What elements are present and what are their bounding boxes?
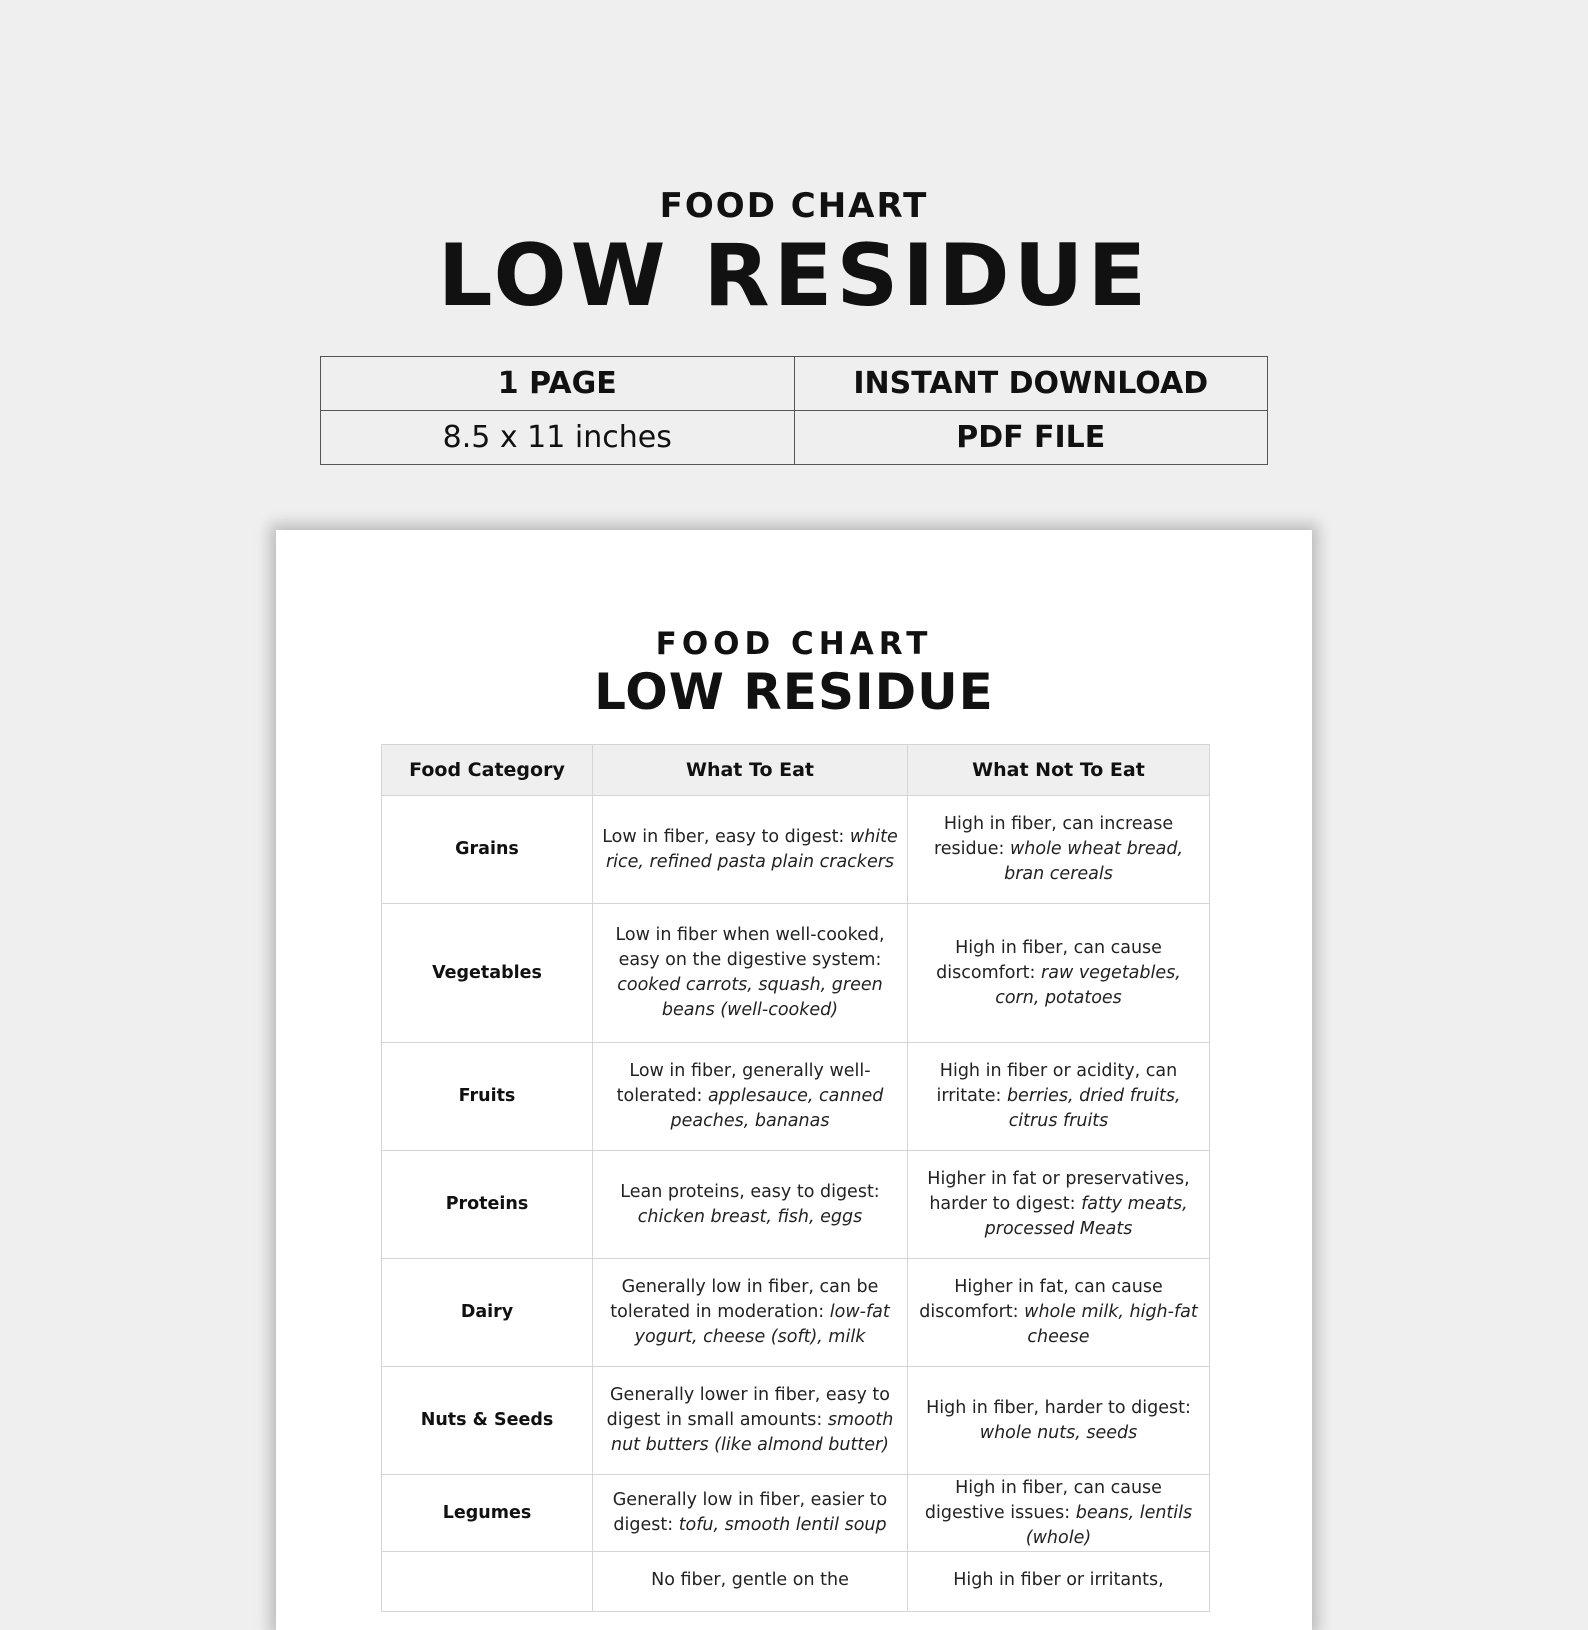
- what-to-eat-examples: low-fat yogurt, cheese (soft), milk: [634, 1302, 890, 1347]
- what-to-eat-description: Lean proteins, easy to digest:: [620, 1181, 880, 1202]
- spec-pages: 1 PAGE: [321, 357, 795, 411]
- row-what-not-to-eat: [908, 1259, 1210, 1367]
- what-not-to-eat-description: High in fiber or acidity, can irritate:: [936, 1061, 1178, 1106]
- what-not-to-eat-examples: raw vegetables, corn, potatoes: [995, 962, 1181, 1008]
- what-to-eat-description: Low in fiber, easy to digest:: [602, 826, 845, 847]
- table-row: [382, 1552, 1210, 1612]
- row-what-not-to-eat: [908, 1151, 1210, 1259]
- what-to-eat-examples: chicken breast, fish, eggs: [637, 1206, 863, 1227]
- row-what-to-eat: [593, 1151, 908, 1259]
- table-row: [382, 1259, 1210, 1367]
- row-what-to-eat: [593, 1259, 908, 1367]
- row-category: Legumes: [382, 1475, 593, 1552]
- what-to-eat-description: No fiber, gentle on the: [651, 1570, 849, 1590]
- spec-format: PDF FILE: [794, 411, 1268, 465]
- header-what-to-eat: What To Eat: [593, 745, 908, 796]
- spec-row: [321, 357, 1268, 411]
- what-not-to-eat-description: High in fiber, harder to digest:: [926, 1397, 1191, 1418]
- what-to-eat-examples: smooth nut butters (like almond butter): [610, 1410, 894, 1455]
- row-category: Nuts & Seeds: [382, 1367, 593, 1475]
- what-not-to-eat-description: High in fiber or irritants,: [953, 1570, 1164, 1590]
- what-to-eat-examples: cooked carrots, squash, green beans (well-cooked): [617, 975, 883, 1020]
- what-to-eat-description: Generally low in fiber, easier to digest:: [612, 1490, 888, 1535]
- row-what-not-to-eat: [908, 796, 1210, 904]
- spec-table: [320, 356, 1268, 465]
- sheet-title: LOW RESIDUE: [594, 663, 994, 721]
- what-to-eat-examples: tofu, smooth lentil soup: [678, 1515, 887, 1535]
- what-not-to-eat-examples: whole wheat bread, bran cereals: [1004, 839, 1184, 884]
- what-not-to-eat-examples: berries, dried fruits, citrus fruits: [1006, 1086, 1181, 1131]
- row-what-to-eat: [593, 1367, 908, 1475]
- row-what-to-eat: [593, 796, 908, 904]
- what-not-to-eat-description: High in fiber, can cause discomfort:: [936, 937, 1162, 983]
- row-category: Fruits: [382, 1043, 593, 1151]
- what-to-eat-description: Low in fiber when well-cooked, easy on the digestive system:: [615, 925, 885, 970]
- hero-title: LOW RESIDUE: [437, 226, 1151, 326]
- spec-size: 8.5 x 11 inches: [321, 411, 795, 465]
- table-row: [382, 1367, 1210, 1475]
- row-what-not-to-eat: [908, 1043, 1210, 1151]
- what-to-eat-examples: white rice, refined pasta plain crackers: [605, 826, 898, 872]
- header-what-not-to-eat: What Not To Eat: [908, 745, 1210, 796]
- row-what-to-eat: [593, 1475, 908, 1552]
- what-to-eat-description: Generally lower in fiber, easy to digest in small amounts:: [606, 1385, 890, 1430]
- row-what-to-eat: [593, 1043, 908, 1151]
- what-not-to-eat-examples: whole nuts, seeds: [979, 1422, 1138, 1443]
- table-row: [382, 796, 1210, 904]
- row-category: [382, 1552, 593, 1612]
- spec-download: INSTANT DOWNLOAD: [794, 357, 1268, 411]
- document-preview: [276, 530, 1312, 1630]
- what-not-to-eat-description: High in fiber, can increase residue:: [933, 814, 1174, 859]
- row-category: Vegetables: [382, 904, 593, 1043]
- row-what-not-to-eat: [908, 904, 1210, 1043]
- row-what-to-eat: [593, 904, 908, 1043]
- row-what-not-to-eat: [908, 1475, 1210, 1552]
- what-not-to-eat-examples: whole milk, high-fat cheese: [1024, 1302, 1198, 1347]
- header-food-category: Food Category: [382, 745, 593, 796]
- table-row: [382, 904, 1210, 1043]
- what-not-to-eat-description: High in fiber, can cause digestive issues:: [924, 1477, 1162, 1523]
- spec-row: [321, 411, 1268, 465]
- table-row: [382, 1043, 1210, 1151]
- row-category: Proteins: [382, 1151, 593, 1259]
- row-what-to-eat: [593, 1552, 908, 1612]
- row-category: Grains: [382, 796, 593, 904]
- what-not-to-eat-description: Higher in fat, can cause discomfort:: [919, 1277, 1163, 1322]
- what-not-to-eat-description: Higher in fat or preservatives, harder to digest:: [927, 1169, 1190, 1214]
- what-not-to-eat-examples: fatty meats, processed Meats: [984, 1194, 1188, 1239]
- row-category: Dairy: [382, 1259, 593, 1367]
- hero-subtitle: FOOD CHART: [659, 186, 929, 226]
- table-row: [382, 1151, 1210, 1259]
- what-to-eat-description: Low in fiber, generally well-tolerated:: [616, 1061, 871, 1106]
- row-what-not-to-eat: [908, 1367, 1210, 1475]
- row-what-not-to-eat: [908, 1552, 1210, 1612]
- sheet-subtitle: FOOD CHART: [655, 626, 933, 662]
- food-table: [381, 744, 1210, 1612]
- table-header-row: [382, 745, 1210, 796]
- what-not-to-eat-examples: beans, lentils (whole): [1025, 1502, 1193, 1548]
- what-to-eat-examples: applesauce, canned peaches, bananas: [670, 1086, 884, 1131]
- what-to-eat-description: Generally low in fiber, can be tolerated in moderation:: [610, 1277, 879, 1322]
- table-row: [382, 1475, 1210, 1552]
